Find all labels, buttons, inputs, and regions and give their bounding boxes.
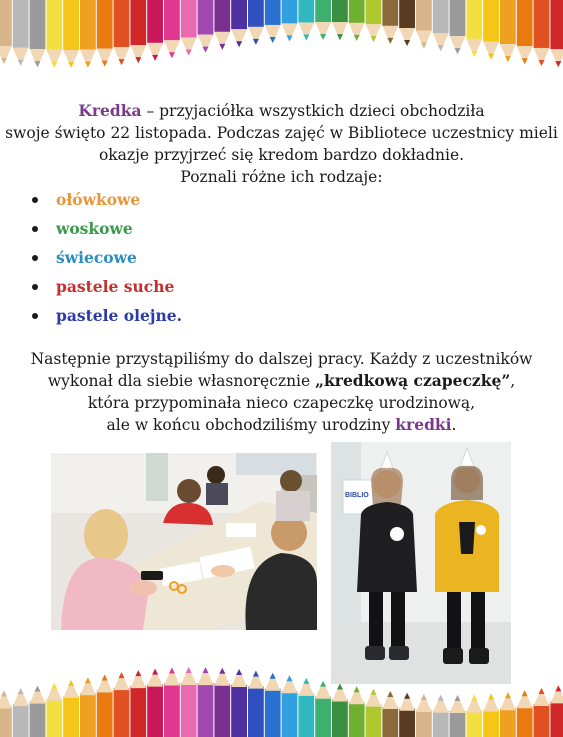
pencil-19 — [315, 0, 331, 40]
pencil-20 — [332, 0, 348, 40]
intro-line-2: swoje święto 22 listopada. Podczas zajęć w Bibliotece uczestnicy mieli — [5, 124, 558, 142]
pencil-24 — [399, 693, 415, 737]
pencil-32 — [534, 0, 550, 66]
photo-children-at-table — [51, 453, 317, 630]
pencil-4 — [63, 0, 79, 68]
list-item — [30, 306, 182, 335]
outro-line-4 — [0, 414, 563, 436]
pencil-17 — [282, 0, 298, 41]
pencil-18 — [298, 678, 314, 737]
pencil-33 — [550, 685, 563, 737]
pencil-30 — [500, 692, 516, 737]
intro-highlight-word: Kredka — [78, 101, 142, 120]
pencil-5 — [80, 0, 96, 68]
pencil-29 — [483, 694, 499, 737]
list-item — [30, 248, 182, 277]
outro-line-2-end: , — [510, 372, 516, 390]
pencil-1 — [13, 688, 29, 737]
pencil-5 — [80, 677, 96, 737]
pencil-22 — [366, 0, 382, 42]
pencil-21 — [349, 0, 365, 41]
list-item — [30, 219, 182, 248]
pencil-1 — [13, 0, 29, 66]
outro-line-4-end: . — [451, 416, 457, 434]
pencil-16 — [265, 0, 281, 43]
bottom-pencils-graphic — [0, 637, 563, 737]
outro-line-2 — [0, 370, 563, 392]
pencil-3 — [46, 0, 62, 68]
pencil-31 — [517, 0, 533, 64]
intro-line-1-text: – przyjaciółka wszystkich dzieci obchodziła — [141, 102, 485, 120]
outro-line-1: Następnie przystąpiliśmy do dalszej pracy. Każdy z uczestników — [30, 350, 533, 368]
pencil-30 — [500, 0, 516, 62]
outro-line-2-text: wykonał dla siebie własnoręcznie — [47, 372, 316, 390]
pencil-14 — [231, 669, 247, 737]
intro-line-3: okazje przyjrzeć się kredom bardzo dokładnie. — [98, 146, 465, 164]
pencil-22 — [366, 689, 382, 737]
top-pencils-graphic — [0, 0, 563, 92]
outro-line-3: która przypominała nieco czapeczkę urodzinową, — [87, 394, 476, 412]
pencil-12 — [198, 0, 214, 53]
pencil-26 — [433, 695, 449, 737]
type-label-candle: świecowe — [56, 248, 137, 267]
pencil-23 — [382, 0, 398, 44]
pencil-13 — [214, 668, 230, 737]
pencil-15 — [248, 671, 264, 737]
pencil-23 — [382, 691, 398, 737]
intro-line-1 — [0, 100, 563, 122]
crayon-types-list — [30, 190, 182, 335]
list-item — [30, 190, 182, 219]
outro-highlight-word: kredki — [395, 415, 452, 434]
pencil-19 — [315, 681, 331, 737]
pencil-25 — [416, 694, 432, 737]
pencil-14 — [231, 0, 247, 47]
pencil-27 — [450, 695, 466, 737]
pencil-32 — [534, 688, 550, 737]
pencil-10 — [164, 0, 180, 58]
pencil-2 — [30, 686, 46, 737]
pencil-25 — [416, 0, 432, 49]
pencil-7 — [114, 672, 130, 737]
pencil-20 — [332, 684, 348, 737]
type-label-dry-pastels: pastele suche — [56, 277, 175, 296]
pencil-29 — [483, 0, 499, 60]
pencil-2 — [30, 0, 46, 67]
type-label-wax: woskowe — [56, 219, 133, 238]
outro-paragraph — [0, 348, 563, 436]
pencil-6 — [97, 0, 113, 67]
pencil-28 — [466, 695, 482, 737]
intro-line-4: Poznali różne ich rodzaje: — [180, 168, 383, 186]
pencil-31 — [517, 690, 533, 737]
pencil-15 — [248, 0, 264, 45]
intro-paragraph — [0, 100, 563, 188]
pencil-0 — [0, 690, 12, 737]
pencil-33 — [550, 0, 563, 67]
outro-bold-phrase: „kredkową czapeczkę” — [315, 371, 511, 390]
pencil-27 — [450, 0, 466, 54]
pencil-0 — [0, 0, 12, 64]
pencil-9 — [147, 669, 163, 737]
pencil-11 — [181, 0, 197, 55]
pencil-13 — [214, 0, 230, 50]
pencil-6 — [97, 675, 113, 737]
photo-children-at-table-image — [51, 453, 317, 630]
pencil-8 — [130, 670, 146, 737]
pencil-8 — [130, 0, 146, 63]
pencil-28 — [466, 0, 482, 57]
pencil-17 — [282, 675, 298, 737]
pencil-21 — [349, 686, 365, 737]
pencil-26 — [433, 0, 449, 51]
top-pencil-border — [0, 0, 563, 92]
pencil-10 — [164, 668, 180, 737]
outro-line-4-text: ale w końcu obchodziliśmy urodziny — [106, 416, 396, 434]
pencil-24 — [399, 0, 415, 46]
bottom-pencil-border — [0, 637, 563, 737]
sign-text: BIBLIO — [345, 492, 369, 499]
list-item — [30, 277, 182, 306]
pencil-3 — [46, 683, 62, 737]
pencil-4 — [63, 680, 79, 737]
pencil-9 — [147, 0, 163, 61]
type-label-oil-pastels: pastele olejne. — [56, 306, 182, 325]
pencil-16 — [265, 673, 281, 737]
pencil-11 — [181, 667, 197, 737]
type-label-pencil: ołówkowe — [56, 190, 141, 209]
pencil-7 — [114, 0, 130, 65]
pencil-12 — [198, 667, 214, 737]
pencil-18 — [298, 0, 314, 40]
